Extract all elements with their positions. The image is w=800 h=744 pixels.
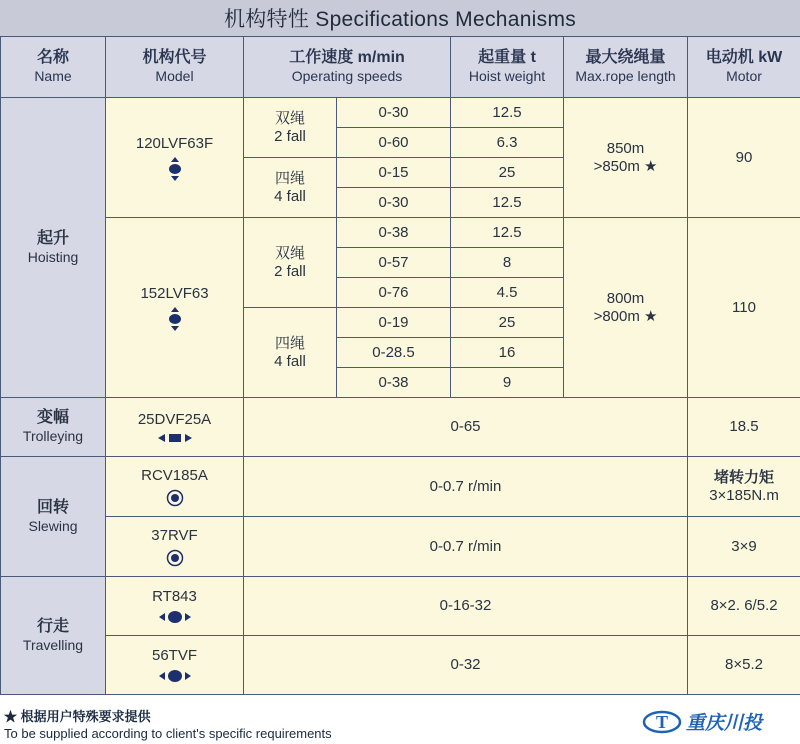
weight-cell: 6.3: [451, 128, 564, 158]
model-cell: [106, 517, 244, 577]
header-speed: 工作速度 m/min Operating speeds: [244, 37, 451, 98]
fall-label: 四绳 4 fall: [244, 158, 337, 218]
footnote-zh: ★ 根据用户特殊要求提供: [4, 709, 151, 724]
model-label: 152LVF63: [140, 284, 209, 302]
model-label: 37RVF: [151, 526, 198, 544]
model-label: 56TVF: [151, 647, 197, 664]
speed-cell: 0-0.7 r/min: [244, 457, 688, 517]
footnote-en: To be supplied according to client's specific requirements: [4, 726, 332, 741]
hoist-drum-icon: [167, 157, 183, 181]
weight-cell: 16: [451, 338, 564, 368]
weight-cell: 12.5: [451, 188, 564, 218]
section-slewing: 回转 Slewing: [1, 457, 106, 577]
speed-cell: 0-65: [244, 398, 688, 457]
speed-cell: 0-0.7 r/min: [244, 517, 688, 577]
model-label: 25DVF25A: [137, 411, 212, 428]
slewing-icon: [166, 549, 184, 567]
slewing-icon: [166, 489, 184, 507]
brand-logo: [642, 708, 762, 735]
model-cell: [106, 218, 244, 398]
speed-cell: 0-60: [337, 128, 451, 158]
model-label: RT843: [152, 588, 197, 605]
motor-cell: 8×5.2: [688, 636, 800, 695]
trolley-icon: [158, 433, 192, 443]
weight-cell: 8: [451, 248, 564, 278]
rope-cell: 800m >800m ★: [564, 218, 688, 398]
speed-cell: 0-57: [337, 248, 451, 278]
section-travelling: 行走 Travelling: [1, 577, 106, 695]
header-rope: 最大绕绳量 Max.rope length: [564, 37, 688, 98]
model-cell: [106, 636, 244, 695]
motor-cell: 90: [688, 98, 800, 218]
speed-cell: 0-38: [337, 218, 451, 248]
model-cell: [106, 398, 244, 457]
motor-cell: 110: [688, 218, 800, 398]
speed-cell: 0-30: [337, 188, 451, 218]
rope-cell: 850m >850m ★: [564, 98, 688, 218]
model-cell: [106, 457, 244, 517]
header-weight: 起重量 t Hoist weight: [451, 37, 564, 98]
model-label: 120LVF63F: [135, 134, 214, 152]
weight-cell: 9: [451, 368, 564, 398]
section-trolleying: 变幅 Trolleying: [1, 398, 106, 457]
brand-t-icon: [642, 710, 682, 734]
spec-table: [0, 36, 800, 695]
page-title: 机构特性 Specifications Mechanisms: [0, 0, 800, 36]
motor-cell: 堵转力矩 3×185N.m: [688, 457, 800, 517]
fall-label: 双绳 2 fall: [244, 218, 337, 308]
motor-cell: 18.5: [688, 398, 800, 457]
section-hoisting: 起升 Hoisting: [1, 98, 106, 398]
speed-cell: 0-32: [244, 636, 688, 695]
speed-cell: 0-19: [337, 308, 451, 338]
motor-cell: 8×2. 6/5.2: [688, 577, 800, 636]
motor-cell: 3×9: [688, 517, 800, 577]
weight-cell: 25: [451, 158, 564, 188]
weight-cell: 4.5: [451, 278, 564, 308]
speed-cell: 0-28.5: [337, 338, 451, 368]
speed-cell: 0-30: [337, 98, 451, 128]
hoist-drum-icon: [167, 307, 183, 331]
speed-cell: 0-16-32: [244, 577, 688, 636]
weight-cell: 12.5: [451, 218, 564, 248]
weight-cell: 25: [451, 308, 564, 338]
travel-wheel-icon: [159, 669, 191, 683]
weight-cell: 12.5: [451, 98, 564, 128]
svg-text:T: T: [655, 711, 669, 732]
fall-label: 双绳 2 fall: [244, 98, 337, 158]
fall-label: 四绳 4 fall: [244, 308, 337, 398]
header-motor: 电动机 kW Motor: [688, 37, 800, 98]
speed-cell: 0-15: [337, 158, 451, 188]
model-cell: [106, 98, 244, 218]
travel-wheel-icon: [159, 610, 191, 624]
header-name: 名称 Name: [1, 37, 106, 98]
speed-cell: 0-38: [337, 368, 451, 398]
brand-name: 重庆川投: [686, 713, 763, 734]
model-cell: [106, 577, 244, 636]
speed-cell: 0-76: [337, 278, 451, 308]
model-label: RCV185A: [141, 466, 208, 484]
footnote: [4, 708, 332, 742]
header-model: 机构代号 Model: [106, 37, 244, 98]
